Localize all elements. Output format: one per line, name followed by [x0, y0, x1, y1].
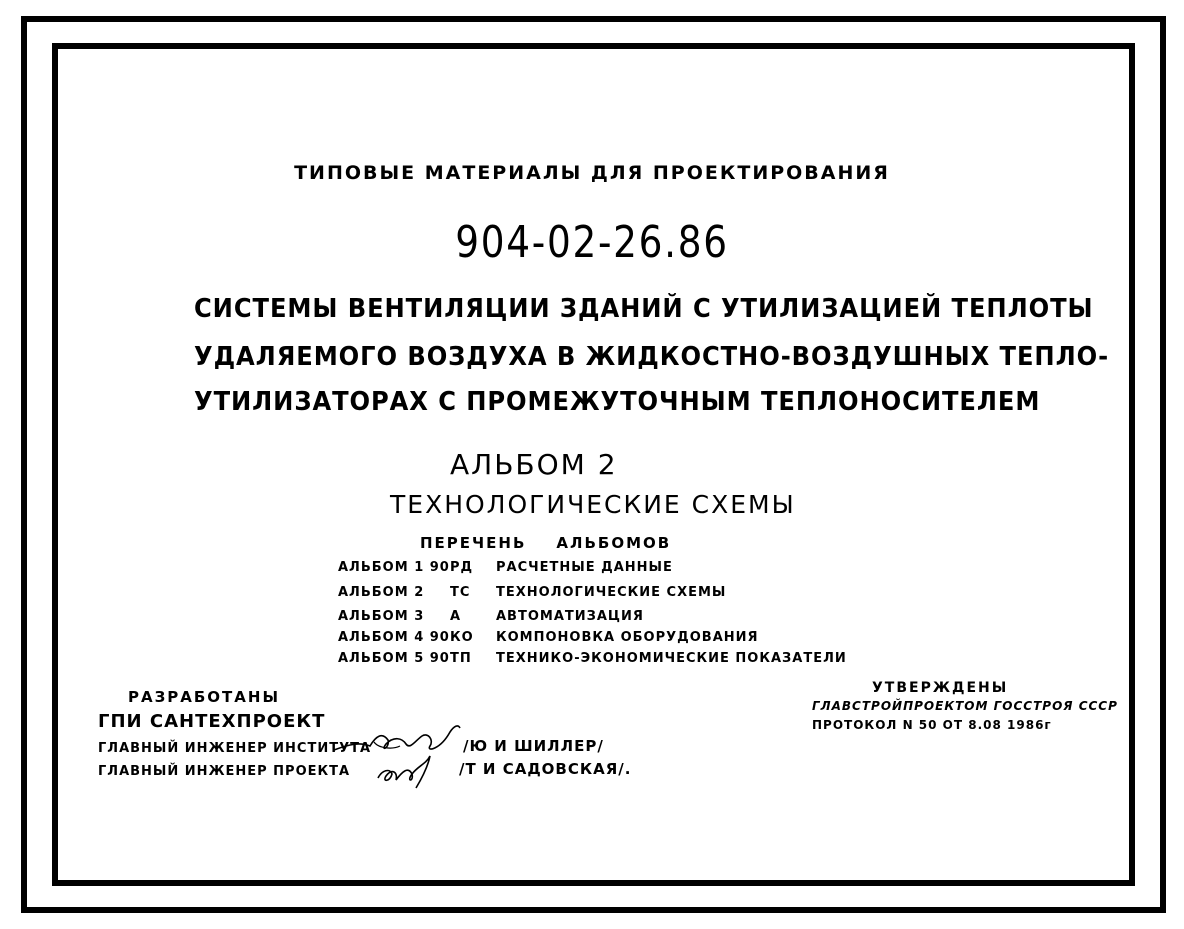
chief-engineer-project-label: ГЛАВНЫЙ ИНЖЕНЕР ПРОЕКТА	[98, 764, 351, 779]
album-list-code: РД	[450, 560, 474, 575]
album-list-album: АЛЬБОМ 4 90	[338, 630, 450, 645]
approved-org: ГЛАВСТРОЙПРОЕКТОМ ГОССТРОЯ СССР	[812, 699, 1118, 713]
approved-protocol: ПРОТОКОЛ N 50 ОТ 8.08 1986г	[812, 718, 1052, 732]
developed-title: РАЗРАБОТАНЫ	[128, 688, 280, 706]
document-code: 904-02-26.86	[455, 217, 729, 268]
album-list-album: АЛЬБОМ 3	[338, 609, 425, 624]
album-list-album: АЛЬБОМ 5 90	[338, 651, 450, 666]
title-line-3: УТИЛИЗАТОРАХ С ПРОМЕЖУТОЧНЫМ ТЕПЛОНОСИТЕЛЕМ	[194, 387, 1041, 417]
album-list-code: КО	[450, 630, 474, 645]
developer-org: ГПИ САНТЕХПРОЕКТ	[98, 711, 326, 732]
chief-engineer-project-name: /Т И САДОВСКАЯ/.	[459, 760, 632, 778]
header-text: ТИПОВЫЕ МАТЕРИАЛЫ ДЛЯ ПРОЕКТИРОВАНИЯ	[294, 162, 890, 184]
album-list-album: АЛЬБОМ 1 90	[338, 560, 450, 575]
album-name: ТЕХНОЛОГИЧЕСКИЕ СХЕМЫ	[390, 490, 796, 519]
title-line-2: УДАЛЯЕМОГО ВОЗДУХА В ЖИДКОСТНО-ВОЗДУШНЫХ ТЕПЛО-	[194, 342, 1110, 372]
chief-engineer-institute-name: /Ю И ШИЛЛЕР/	[463, 737, 604, 755]
album-list-name: КОМПОНОВКА ОБОРУДОВАНИЯ	[496, 630, 759, 645]
album-list-title	[420, 534, 671, 552]
album-list-code: ТС	[450, 585, 471, 600]
album-number: АЛЬБОМ 2	[450, 448, 618, 481]
album-list-code: А	[450, 609, 462, 624]
album-list-name: РАСЧЕТНЫЕ ДАННЫЕ	[496, 560, 673, 575]
chief-engineer-institute-label: ГЛАВНЫЙ ИНЖЕНЕР ИНСТИТУТА	[98, 741, 372, 756]
signature-project	[372, 752, 442, 792]
album-list-title-2: АЛЬБОМОВ	[556, 534, 672, 552]
approved-title: УТВЕРЖДЕНЫ	[872, 680, 1009, 696]
album-list-album: АЛЬБОМ 2	[338, 585, 425, 600]
title-line-1: СИСТЕМЫ ВЕНТИЛЯЦИИ ЗДАНИЙ С УТИЛИЗАЦИЕЙ ТЕПЛОТЫ	[194, 294, 1094, 324]
album-list-name: ТЕХНИКО-ЭКОНОМИЧЕСКИЕ ПОКАЗАТЕЛИ	[496, 651, 847, 666]
album-list-name: ТЕХНОЛОГИЧЕСКИЕ СХЕМЫ	[496, 585, 727, 600]
album-list-name: АВТОМАТИЗАЦИЯ	[496, 609, 644, 624]
album-list-code: ТП	[450, 651, 472, 666]
album-list-title-1: ПЕРЕЧЕНЬ	[420, 534, 527, 552]
